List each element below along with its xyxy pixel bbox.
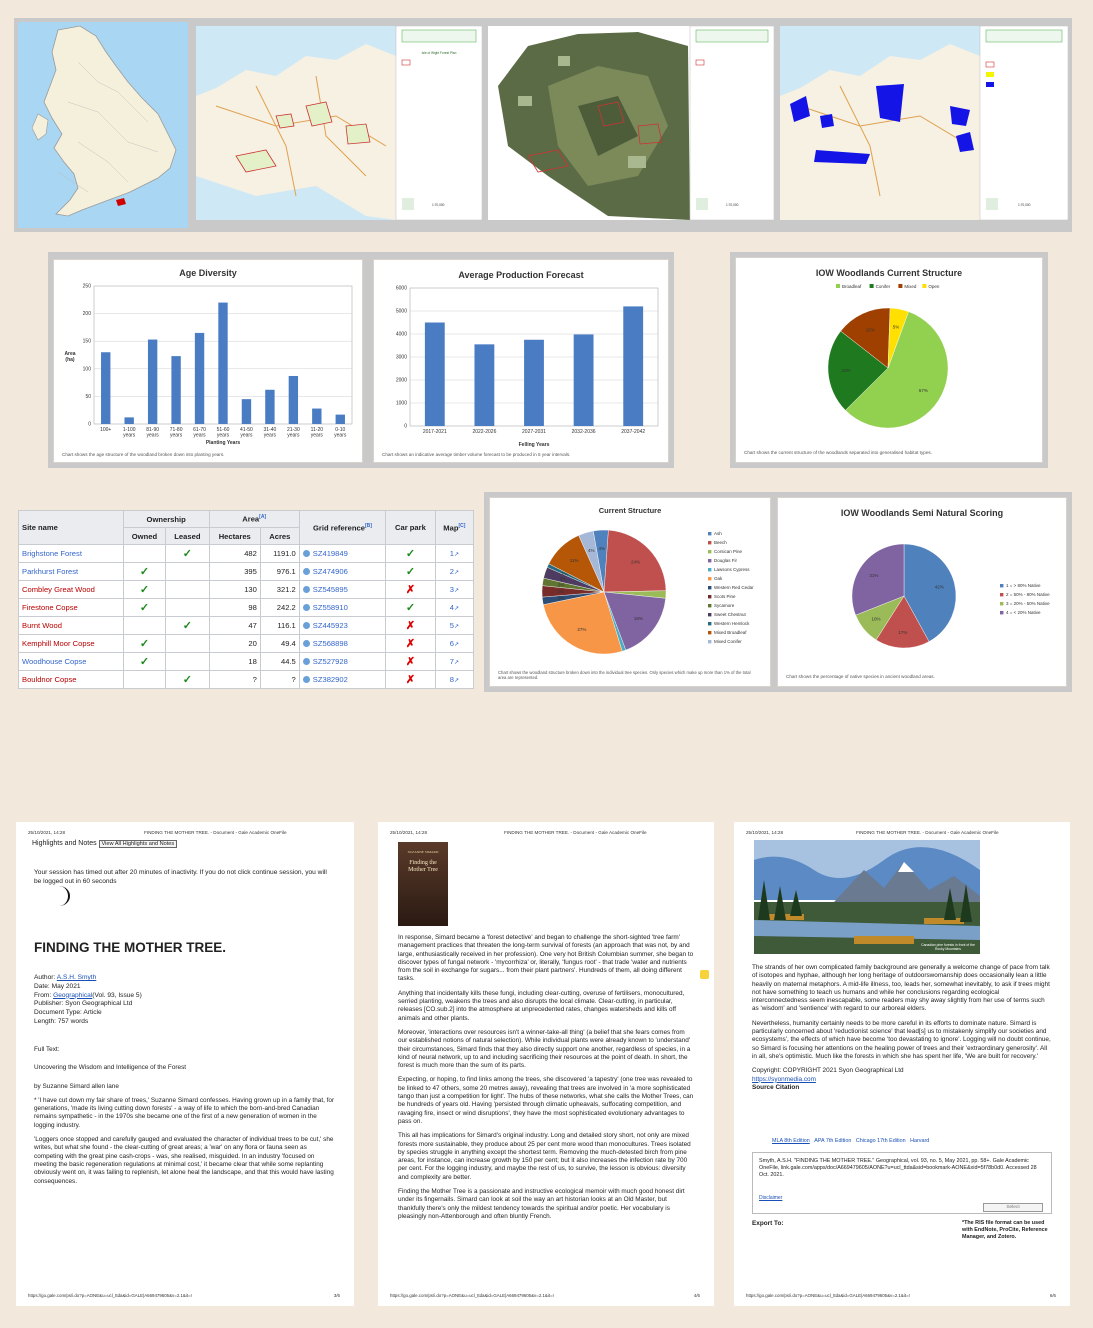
x-tick-label: 71-80 — [169, 427, 183, 433]
chart-title: IOW Woodlands Current Structure — [815, 268, 963, 278]
chart-caption: Chart shows the age structure of the woodland broken down into planting years. — [62, 452, 225, 457]
forest-photo — [754, 840, 980, 954]
owned-cell — [123, 545, 165, 563]
bar — [289, 376, 298, 424]
hectares-cell: 20 — [209, 635, 260, 653]
col-grid-reference: Grid reference[B] — [299, 511, 385, 545]
legend-swatch — [708, 550, 711, 553]
citation-text: Smyth, A.S.H. "FINDING THE MOTHER TREE." Geographical, vol. 93, no. 5, May 2021, pp. 58+. Gale Academic OneFile, link.gale.com/apps/doc/A669479605/AONE?u=ucl_ttda&sid=bookmark-AONE&xid=5f78b0d0. Accessed 28 Oct. 2021. — [759, 1158, 1037, 1178]
bar — [218, 303, 227, 424]
external-link-icon: ↗ — [453, 570, 459, 576]
legend-label: Mixed Conifer — [714, 639, 742, 645]
page-number: 6/6 — [1049, 1293, 1056, 1298]
isle-of-wight-marker — [116, 198, 126, 206]
x-tick-label: 31-40 — [263, 427, 277, 433]
x-tick-label: 11-20 — [310, 427, 324, 433]
print-header-title: FINDING THE MOTHER TREE. - Document - Gale Academic OneFile — [856, 830, 999, 835]
slice-label: 3% — [557, 589, 564, 595]
globe-icon — [303, 640, 310, 647]
col-ownership: Ownership — [123, 511, 209, 528]
external-link-icon: ↗ — [453, 588, 459, 594]
grid-ref-link[interactable]: SZ527928 — [299, 653, 385, 671]
disclaimer-link[interactable]: Disclaimer — [759, 1195, 783, 1201]
car-park-cell: ✗ — [386, 653, 436, 671]
current-structure-iow-chart — [736, 258, 1042, 462]
bar — [195, 333, 204, 424]
x-tick-label: 100+ — [100, 427, 112, 433]
slice-label: 5% — [892, 324, 900, 330]
map-link[interactable]: 7↗ — [435, 653, 473, 671]
legend-swatch — [708, 559, 711, 562]
hectares-cell: 98 — [209, 599, 260, 617]
slice-label: 27% — [577, 626, 587, 632]
hectares-cell: 47 — [209, 617, 260, 635]
chart-title: IOW Woodlands Semi Natural Scoring — [840, 508, 1004, 518]
grid-ref-link[interactable]: SZ445923 — [299, 617, 385, 635]
hectares-cell: 130 — [209, 581, 260, 599]
slice-label: 4% — [598, 546, 606, 552]
bar — [124, 417, 133, 424]
export-note: *The RIS file format can be used with EndNote, ProCite, Reference Manager, and Zotero. — [962, 1220, 1048, 1240]
y-tick-label: 6000 — [395, 285, 407, 292]
os-location-map — [196, 26, 482, 220]
legend-label: Oak — [714, 576, 723, 582]
chart-caption: Chart shows an indicative average timber volume forecast to be produced in 5 year intervals. — [382, 452, 571, 457]
legend-label: Open — [928, 283, 940, 289]
x-tick-label: 1-100 — [122, 427, 136, 433]
semi-natural-chart — [778, 498, 1066, 686]
external-link-icon: ↗ — [453, 624, 459, 630]
chart-title: Average Production Forecast — [458, 270, 584, 280]
map-scale: 1:70,000 — [432, 203, 445, 207]
legend-label: Scots Pine — [714, 594, 736, 600]
current-structure-chart — [490, 498, 770, 686]
col-site-name: Site name — [19, 511, 124, 545]
copyright: Copyright: COPYRIGHT 2021 Syon Geographical Ltd — [752, 1067, 904, 1075]
car-park-cell: ✗ — [386, 671, 436, 689]
legend-label: 3 = 20% - 50% Native — [1006, 601, 1050, 607]
y-tick-label: 1000 — [395, 400, 407, 407]
owned-cell — [123, 671, 165, 689]
tab-chicago[interactable]: Chicago 17th Edition — [855, 1138, 906, 1144]
legend-swatch — [708, 568, 711, 571]
legend-label: 1 = > 80% Native — [1006, 583, 1041, 589]
x-tick-label: years — [334, 432, 347, 439]
acres-cell: 242.2 — [260, 599, 299, 617]
slice-label: 42% — [934, 584, 944, 590]
col-map: Map[C] — [435, 511, 473, 545]
tab-harvard[interactable]: Harvard — [910, 1138, 930, 1144]
article-subtitle: Uncovering the Wisdom and Intelligence of the Forest — [34, 1064, 187, 1072]
bar — [265, 390, 274, 424]
paragraph: Moreover, 'interactions over resources isn't a winner-take-all thing' (a belief that she fears comes from our established notions of natural selection). While individual plants were already known to 'understand' their circumstances, Simard finds that they also directly support one another, regardless of species, in a kind of neural network, up to and including sacrificing their resources at the point of death. In short, the forest is much more than the sum of its parts. — [398, 1028, 691, 1070]
copyright-link[interactable]: https://syonmedia.com — [752, 1075, 816, 1083]
globe-icon — [303, 676, 310, 683]
bar — [312, 409, 321, 424]
legend-swatch — [708, 541, 711, 544]
legend-swatch — [708, 640, 711, 643]
x-tick-label: years — [169, 432, 183, 439]
tab-mla[interactable]: MLA 8th Edition — [772, 1138, 810, 1144]
x-axis-label: Felling Years — [518, 442, 550, 448]
paragraph: Finding the Mother Tree is a passionate and instructive ecological memoir with much good honest dirt under its fingernails. Simard can look at soil the way an art historian looks at an Old Master, but thankfully there's only the mildest tendency towards the spiritual and/or poetic. Her vocabulary is pleasingly non-Attenborough and often bluntly French. — [398, 1188, 685, 1220]
x-tick-label: 81-90 — [146, 427, 160, 433]
acres-cell: 976.1 — [260, 563, 299, 581]
owned-cell: ✓ — [123, 581, 165, 599]
x-tick-label: 61-70 — [193, 427, 206, 433]
globe-icon — [303, 604, 310, 611]
chart-caption: Chart shows the woodland structure broken down into the individual tree species. Only species which make up more than 1% of the total area are represented. — [498, 670, 751, 680]
table-row — [19, 635, 474, 653]
grid-ref-link[interactable]: SZ568898 — [299, 635, 385, 653]
leased-cell: ✓ — [166, 671, 209, 689]
chart-caption: Chart shows the percentage of native species in ancient woodland areas. — [786, 674, 935, 679]
bar — [524, 340, 544, 426]
leased-cell — [166, 563, 209, 581]
map-link[interactable]: 8↗ — [435, 671, 473, 689]
select-button[interactable]: Select — [983, 1203, 1043, 1212]
print-timestamp: 25/10/2021, 14:28 — [28, 830, 66, 835]
print-timestamp: 25/10/2021, 14:28 — [746, 830, 784, 835]
footer-url: https://go.gale.com/ps/i.do?p=AONE&u=ucl_ttda&id=GALE|A669479605&v=2.1&it=r — [746, 1293, 911, 1298]
x-tick-label: 2022-2026 — [472, 429, 497, 435]
owned-cell: ✓ — [123, 599, 165, 617]
globe-icon — [303, 550, 310, 557]
legend-swatch — [708, 604, 711, 607]
y-tick-label: 4000 — [395, 331, 407, 338]
site-name-link[interactable]: Bouldnor Copse — [19, 671, 124, 689]
age-diversity-chart — [54, 260, 362, 462]
hectares-cell: ? — [209, 671, 260, 689]
acres-cell: 321.2 — [260, 581, 299, 599]
export-label: Export To: — [752, 1220, 784, 1227]
x-tick-label: 2032-2036 — [571, 429, 596, 435]
paragraph: Expecting, or hoping, to find links among the trees, she discovered 'a tapestry' (one tree was revealed to be linked to 47 others, some 20 metres away), revealing that trees are involved in 'a more sophisticated tango than just a competition for light'. The hubs of these networks, what she calls the Mother Trees, can be hundreds of years old. Having 'persisted through climatic upheavals, suffocating competition, and ravaging fire, insect or wind disruptions', they have the most sophisticated evolutionary advantages to pass on. — [398, 1076, 694, 1125]
map-title: Isle of Wight Forest Plan — [421, 51, 457, 55]
y-tick-label: 5000 — [395, 308, 407, 315]
globe-icon — [303, 568, 310, 575]
slice-label: 18% — [633, 616, 643, 622]
col-acres: Acres — [260, 528, 299, 545]
photo-caption: Canadian pine forests in front of the Rocky Mountains — [921, 943, 975, 951]
y-tick-label: 100 — [82, 366, 91, 373]
car-park-cell: ✗ — [386, 617, 436, 635]
legend-label: Sweet Chestnut — [714, 612, 746, 618]
external-link-icon: ↗ — [453, 678, 459, 684]
leased-cell — [166, 599, 209, 617]
legend-label: Mixed Broadleaf — [714, 630, 747, 636]
car-park-cell: ✓ — [386, 599, 436, 617]
grid-ref-link[interactable]: SZ558910 — [299, 599, 385, 617]
x-tick-label: 2017-2021 — [422, 429, 447, 435]
note-icon[interactable] — [700, 970, 709, 979]
svg-text:1:70,000: 1:70,000 — [1018, 203, 1031, 207]
legend-label: Corsican Pine — [714, 549, 743, 555]
book-cover: SUZANNE SIMARD Finding the Mother Tree — [398, 842, 448, 926]
paragraph: This all has implications for Simard's original industry. Long and detailed story short, not only are mixed forests more sustainable, they produce about 25 per cent more wood than monocultures. Trees isolated by species struggle in anything except the shortest term. Removing the much-detested birch from pine areas, for instance, can increase growth by 150 per cent; but it also increases the infection rate by 700 per cent. For the logging industry, and maybe the rest of us, to survive, the lesson is obvious: diversity and complexity are better. — [398, 1132, 691, 1181]
full-text-label: Full Text: — [34, 1046, 60, 1053]
globe-icon — [303, 622, 310, 629]
site-name-link[interactable]: Firestone Copse — [19, 599, 124, 617]
legend-swatch — [1000, 602, 1003, 605]
car-park-cell: ✓ — [386, 545, 436, 563]
x-tick-label: years — [263, 432, 277, 439]
leased-cell — [166, 653, 209, 671]
owned-cell: ✓ — [123, 635, 165, 653]
y-tick-label: 200 — [82, 311, 91, 318]
legend-swatch — [708, 622, 711, 625]
legend-swatch — [708, 631, 711, 634]
paragraph: Nevertheless, humanity certainly needs to be more careful in its efforts to dominate nature. Simard is particularly concerned about 'reductionist science' that lead[s] us to mistakenly simplify our societies and ecosystems', the effects of which have become 'too devastating to ignore'. Logging will no doubt continue, so Simard is focusing her attentions on the healing power of trees and their 'extraordinary generosity'. All in all, she's optimistic. Much like the forests in which she has spent her life, 'We are built for recovery.' — [752, 1019, 1051, 1060]
hectares-cell: 482 — [209, 545, 260, 563]
table-row — [19, 563, 474, 581]
bar — [425, 323, 445, 427]
page-number: 4/6 — [693, 1293, 700, 1298]
site-name-link[interactable]: Woodhouse Copse — [19, 653, 124, 671]
legend-label: Western Hemlock — [714, 621, 750, 627]
bar — [242, 399, 251, 424]
slice-label: 15% — [865, 327, 875, 333]
table-row — [19, 581, 474, 599]
legend-swatch — [708, 613, 711, 616]
document-page-3 — [16, 822, 354, 1306]
site-name-link[interactable]: Burnt Wood — [19, 617, 124, 635]
legend-label: Douglas Fir — [714, 558, 738, 564]
x-tick-label: years — [146, 432, 159, 439]
woodlands-table — [18, 510, 474, 689]
grid-ref-link[interactable]: SZ382902 — [299, 671, 385, 689]
map-link[interactable]: 2↗ — [435, 563, 473, 581]
y-tick-label: 0 — [88, 421, 91, 428]
map-link[interactable]: 3↗ — [435, 581, 473, 599]
table-row — [19, 545, 474, 563]
leased-cell: ✓ — [166, 545, 209, 563]
leased-cell: ✓ — [166, 617, 209, 635]
source-citation-heading: Source Citation — [752, 1083, 800, 1091]
legend-label: Mixed — [904, 283, 917, 289]
leased-cell — [166, 635, 209, 653]
legend-label: Lawsons Cypress — [714, 567, 750, 573]
leased-cell — [166, 581, 209, 599]
legend-label: Broadleaf — [842, 283, 862, 289]
legend-swatch — [836, 284, 840, 288]
legend-label: Western Red Cedar — [714, 585, 754, 591]
site-name-link[interactable]: Parkhurst Forest — [19, 563, 124, 581]
x-tick-label: 0-10 — [335, 427, 346, 433]
bar — [171, 356, 180, 424]
page-number: 3/6 — [333, 1293, 340, 1298]
acres-cell: 49.4 — [260, 635, 299, 653]
legend-swatch — [708, 532, 711, 535]
legend-label: Beech — [714, 540, 727, 546]
author-link[interactable]: A.S.H. Smyth — [56, 974, 97, 981]
legend-swatch — [1000, 584, 1003, 587]
x-tick-label: 21-30 — [286, 427, 300, 433]
chart-caption: Chart shows the current structure of the woodlands separated into generalised habitat types. — [744, 450, 932, 455]
legend-label: Ash — [714, 531, 722, 537]
citation-box — [752, 1152, 1052, 1214]
bar — [574, 334, 594, 426]
hectares-cell: 395 — [209, 563, 260, 581]
print-timestamp: 25/10/2021, 14:28 — [390, 830, 428, 835]
bar — [101, 352, 110, 424]
legend-swatch — [708, 595, 711, 598]
map-link[interactable]: 4↗ — [435, 599, 473, 617]
acres-cell: 1191.0 — [260, 545, 299, 563]
features-map — [780, 26, 1068, 220]
x-tick-label: years — [216, 432, 230, 439]
legend-swatch — [708, 577, 711, 580]
external-link-icon: ↗ — [453, 642, 459, 648]
aerial-map — [488, 26, 774, 220]
col-car-park: Car park — [386, 511, 436, 545]
slice-label: 1% — [561, 570, 569, 576]
table-row — [19, 671, 474, 689]
globe-icon — [303, 586, 310, 593]
bar — [336, 415, 345, 424]
byline: by Suzanne Simard allen lane — [34, 1082, 119, 1090]
tab-apa[interactable]: APA 7th Edition — [814, 1138, 852, 1144]
slice-label: 11% — [569, 558, 579, 564]
uk-locator-map — [18, 22, 188, 228]
document-page-6 — [734, 822, 1070, 1306]
article-title: FINDING THE MOTHER TREE. — [34, 940, 226, 955]
x-tick-label: 2027-2031 — [522, 429, 546, 435]
legend-swatch — [1000, 611, 1003, 614]
paragraph: 'Loggers once stopped and carefully gauged and evaluated the character of individual trees to be cut,' she writes, but what she found - the clear-cutting of great areas; a 'war' on any flora or fauna seen as competing with the great pine cash-crops - was, she realised, misguided. In an industry 'focused on meeting the basic regeneration regulations at minimal cost,' it became clear that while some replanting obviously went on, it was failing to replenish, let alone heal the landscape, and that this would have lasting consequences. — [34, 1136, 334, 1185]
site-name-link[interactable]: Brighstone Forest — [19, 545, 124, 563]
footer-url: https://go.gale.com/ps/i.do?p=AONE&u=ucl_ttda&id=GALE|A669479605&v=2.1&it=r — [390, 1293, 555, 1298]
site-name-link[interactable]: Kemphill Moor Copse — [19, 635, 124, 653]
hectares-cell: 18 — [209, 653, 260, 671]
paragraph: Anything that incidentally kills these fungi, including clear-cutting, overuse of fertilisers, monocultured, serried planting, weakens the trees and also disrupts the local climate. Clear-cutting, in particular, releases [CO.sub.2] into the atmosphere at unprecedented rates, changes watersheds and kills off animals and other plants. — [398, 989, 685, 1022]
print-header-title: FINDING THE MOTHER TREE. - Document - Gale Academic OneFile — [144, 830, 287, 835]
x-tick-label: years — [287, 432, 300, 439]
y-tick-label: 250 — [82, 283, 91, 290]
legend-swatch — [898, 284, 902, 288]
y-axis-label: Area — [64, 351, 76, 357]
paragraph: The strands of her own complicated family background are generally a welcome change of pace from talk of isotopes and hyphae, although her long heritage of outdoorswomanship does occasionally lean a little heavily on maternal metaphors. A mid-life illness, too, leads her, somewhat inevitably, to ask if trees might not have something to teach us humans and while her conclusions regarding ecological interconnectedness seem inescapable, some readers may shy away slightly from her use of terms such as 'wisdom' and 'sentience' with regard to our arboreal elders. — [752, 964, 1050, 1013]
globe-icon — [303, 658, 310, 665]
legend-label: Sycamore — [714, 603, 735, 609]
owned-cell: ✓ — [123, 563, 165, 581]
slice-label: 2% — [557, 595, 565, 601]
production-forecast-chart — [374, 260, 668, 462]
document-page-4 — [378, 822, 714, 1306]
acres-cell: 44.5 — [260, 653, 299, 671]
legend-label: 2 = 50% - 80% Native — [1006, 592, 1050, 598]
citation-tabs — [772, 1138, 929, 1144]
slice-label: 3% — [559, 575, 567, 581]
x-tick-label: 2037-2042 — [621, 429, 646, 435]
site-name-link[interactable]: Combley Great Wood — [19, 581, 124, 599]
bar — [148, 340, 157, 424]
bar — [623, 306, 643, 426]
slice-label: 2% — [557, 582, 565, 588]
slice-label: 4% — [588, 548, 595, 554]
y-axis-label: (ha) — [65, 357, 75, 363]
table-row — [19, 617, 474, 635]
y-tick-label: 0 — [404, 423, 407, 430]
publication-link[interactable]: Geographical — [53, 991, 93, 999]
slice-label: 31% — [869, 573, 879, 579]
highlights-label: Highlights and Notes — [32, 840, 97, 847]
y-tick-label: 50 — [85, 393, 91, 400]
paragraph: * 'I have cut down my fair share of trees,' Suzanne Simard confesses. Having grown up in a family that, for generations, 'made its living cutting down forests' - a way of life to which the born-and-bred Canadian remains sympathetic - in the 1970s she became one of the first of a new generation of women in the logging industry. — [34, 1096, 335, 1129]
legend-swatch — [1000, 593, 1003, 596]
slice-label: 57% — [918, 388, 928, 394]
acres-cell: ? — [260, 671, 299, 689]
car-park-cell: ✓ — [386, 563, 436, 581]
owned-cell — [123, 617, 165, 635]
chart-title: Current Structure — [598, 506, 662, 515]
external-link-icon: ↗ — [453, 660, 459, 666]
legend-swatch — [708, 586, 711, 589]
footer-url: https://go.gale.com/ps/i.do?p=AONE&u=ucl_ttda&id=GALE|A669479605&v=2.1&it=r — [28, 1293, 193, 1298]
slice-label: 23% — [841, 367, 851, 373]
legend-label: 4 = < 20% Native — [1006, 610, 1041, 616]
bar — [474, 344, 494, 426]
external-link-icon: ↗ — [453, 552, 459, 558]
print-header-title: FINDING THE MOTHER TREE. - Document - Gale Academic OneFile — [504, 830, 647, 835]
car-park-cell: ✗ — [386, 635, 436, 653]
chart-title: Age Diversity — [179, 268, 237, 278]
x-tick-label: years — [193, 432, 206, 439]
x-tick-label: years — [240, 432, 253, 439]
x-tick-label: years — [310, 432, 323, 439]
map-link[interactable]: 6↗ — [435, 635, 473, 653]
loading-spinner — [48, 886, 70, 906]
y-tick-label: 150 — [82, 338, 91, 345]
legend-swatch — [870, 284, 874, 288]
article-metadata: Author: A.S.H. Smyth Date: May 2021 From: Geographical(Vol. 93, Issue 5) Publisher: Syon Geographical Ltd Document Type: Article Length: 757 words — [34, 974, 142, 1025]
map-link[interactable]: 1↗ — [435, 545, 473, 563]
grid-ref-link[interactable]: SZ419849 — [299, 545, 385, 563]
grid-ref-link[interactable]: SZ474906 — [299, 563, 385, 581]
slice-label: 10% — [871, 616, 881, 622]
table-row — [19, 653, 474, 671]
col-leased: Leased — [166, 528, 209, 545]
car-park-cell: ✗ — [386, 581, 436, 599]
legend-swatch — [922, 284, 926, 288]
y-tick-label: 2000 — [395, 377, 407, 384]
owned-cell: ✓ — [123, 653, 165, 671]
x-axis-label: Planting Years — [205, 440, 241, 446]
x-tick-label: 51-60 — [216, 427, 230, 433]
external-link-icon: ↗ — [453, 606, 459, 612]
grid-ref-link[interactable]: SZ545895 — [299, 581, 385, 599]
table-row — [19, 599, 474, 617]
session-timeout-message: Your session has timed out after 20 minutes of inactivity. If you do not click continue session, you will be logged out in 60 seconds — [34, 869, 327, 885]
x-tick-label: years — [123, 432, 136, 439]
x-tick-label: 41-50 — [240, 427, 253, 433]
map-link[interactable]: 5↗ — [435, 617, 473, 635]
slice-label: 24% — [630, 559, 640, 565]
legend-label: Conifer — [875, 283, 891, 289]
y-tick-label: 3000 — [395, 354, 407, 361]
col-area: Area[A] — [209, 511, 299, 528]
svg-text:1:70,000: 1:70,000 — [726, 203, 739, 207]
slice-label: 17% — [898, 629, 908, 635]
col-hectares: Hectares — [209, 528, 260, 545]
view-highlights-button[interactable]: View All Highlights and Notes — [99, 840, 178, 848]
col-owned: Owned — [123, 528, 165, 545]
paragraph: In response, Simard became a 'forest detective' and began to challenge the short-sighted 'tree farm' management practices that threaten the long-term survival of forests (an approach that was not, by and large, enthusiastically received in her profession). One very hot British Columbian summer, she began to discover types of fungal network - 'mycorrhiza' or, literally, 'fungus root' - that trade 'water and nutrients from the soil in exchange for sugars... from their plant partners'. Hundreds of them, all doing different tasks. — [398, 934, 694, 983]
acres-cell: 116.1 — [260, 617, 299, 635]
